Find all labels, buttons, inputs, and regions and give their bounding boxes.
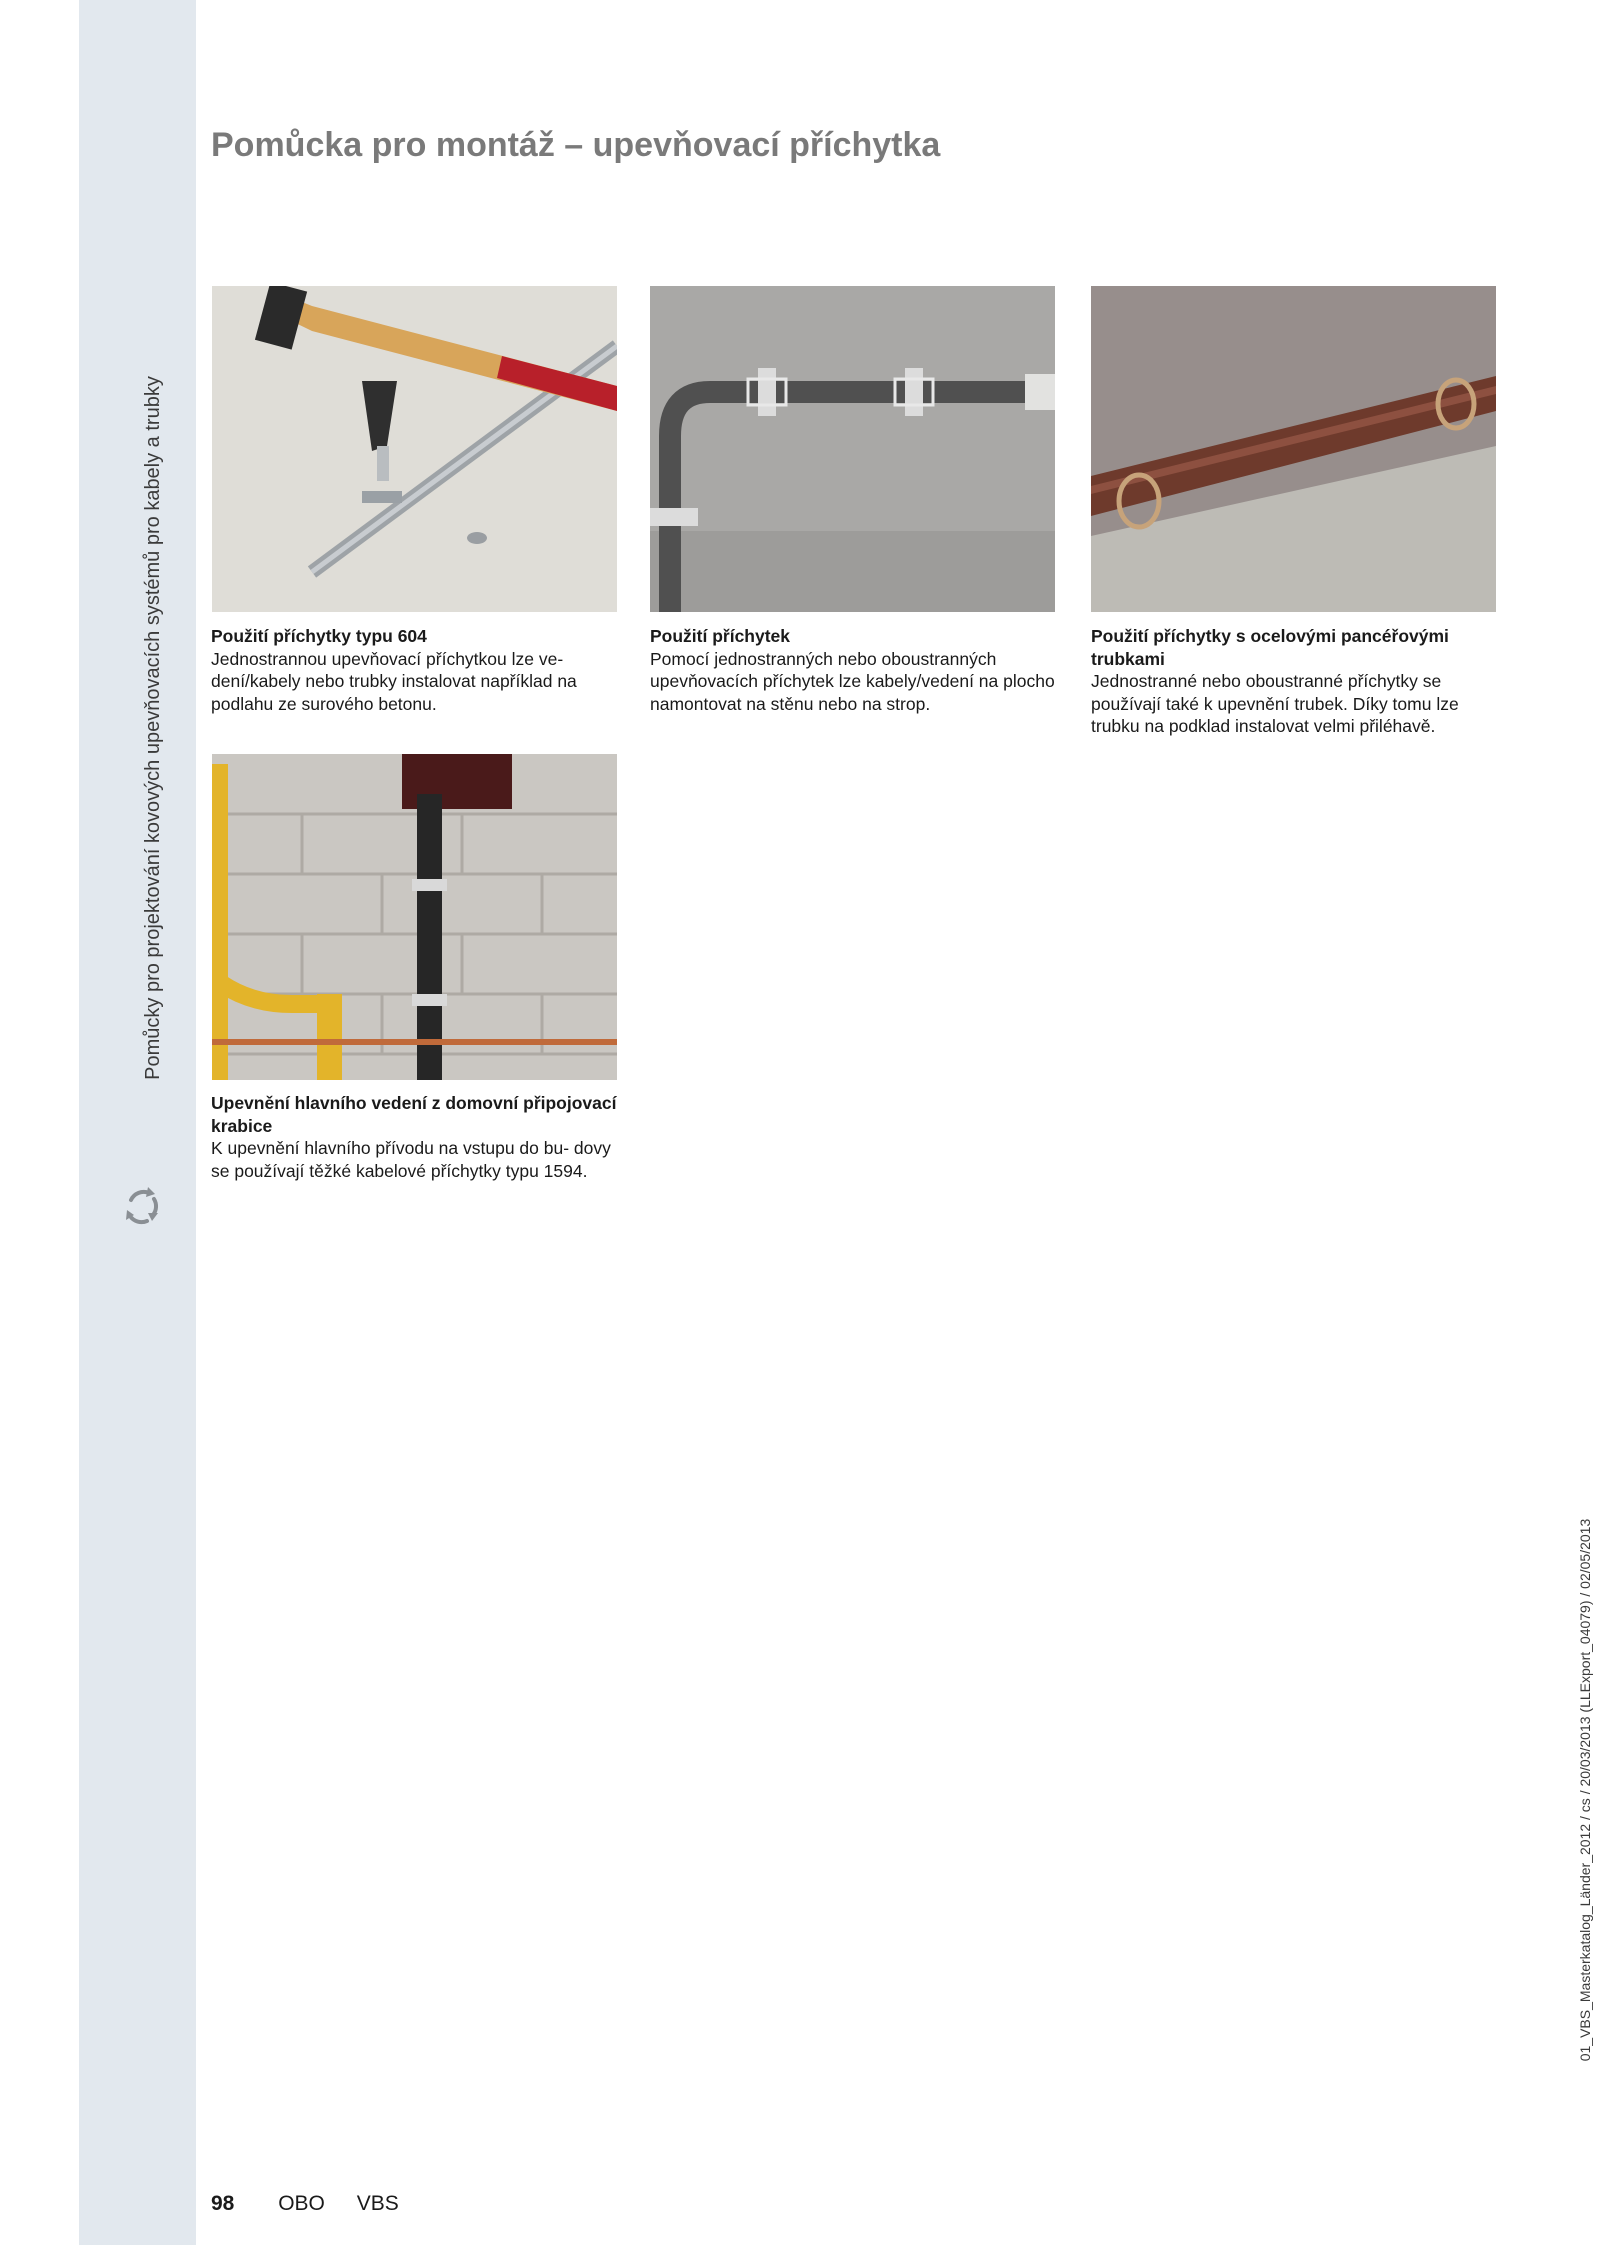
caption-4-title: Upevnění hlavního vedení z domovní připojovací krabice bbox=[211, 1093, 617, 1136]
footer-brand: OBO bbox=[278, 2192, 325, 2215]
caption-4-text: K upevnění hlavního přívodu na vstupu do bu- dovy se používají těžké kabelové příchytky typu 1594. bbox=[211, 1138, 611, 1181]
obo-arrows-icon bbox=[117, 1182, 167, 1232]
print-metadata: 01_VBS_Masterkatalog_Länder_2012 / cs / 20/03/2013 (LLExport_04079) / 02/05/2013 bbox=[1577, 1518, 1593, 2062]
hammer-clip-floor-photo bbox=[212, 286, 617, 612]
page-number: 98 bbox=[211, 2192, 235, 2215]
caption-1-title: Použití příchytky typu 604 bbox=[211, 626, 427, 646]
caption-3-text: Jednostranné nebo oboustranné příchytky se používají také k upevnění trubek. Díky tomu lze trubku na podklad instalovat velmi přiléhavě. bbox=[1091, 671, 1459, 736]
caption-4 bbox=[211, 1092, 619, 1182]
sidebar-section-title: Pomůcky pro projektování kovových upevňovacích systémů pro kabely a trubky bbox=[142, 376, 164, 1080]
caption-2-title: Použití příchytek bbox=[650, 626, 791, 646]
page-footer bbox=[211, 2192, 399, 2216]
caption-1 bbox=[211, 625, 619, 715]
house-connection-box-photo bbox=[212, 754, 617, 1080]
caption-2-text: Pomocí jednostranných nebo oboustranných upevňovacích příchytek lze kabely/vedení na plocho namontovat na stěnu nebo na strop. bbox=[650, 648, 1055, 714]
footer-section: VBS bbox=[356, 2192, 399, 2215]
sidebar-band bbox=[79, 0, 196, 2245]
caption-2 bbox=[650, 625, 1058, 715]
wall-conduit-clips-photo bbox=[650, 286, 1055, 612]
steel-pipe-clips-photo bbox=[1091, 286, 1496, 612]
caption-3-title: Použití příchytky s ocelovými pancéřovými trubkami bbox=[1091, 626, 1449, 669]
page-title: Pomůcka pro montáž – upevňovací příchytka bbox=[211, 126, 941, 164]
caption-3 bbox=[1091, 625, 1499, 738]
caption-1-text: Jednostrannou upevňovací příchytkou lze ve- dení/kabely nebo trubky instalovat například na podlahu ze surového betonu. bbox=[211, 648, 577, 714]
